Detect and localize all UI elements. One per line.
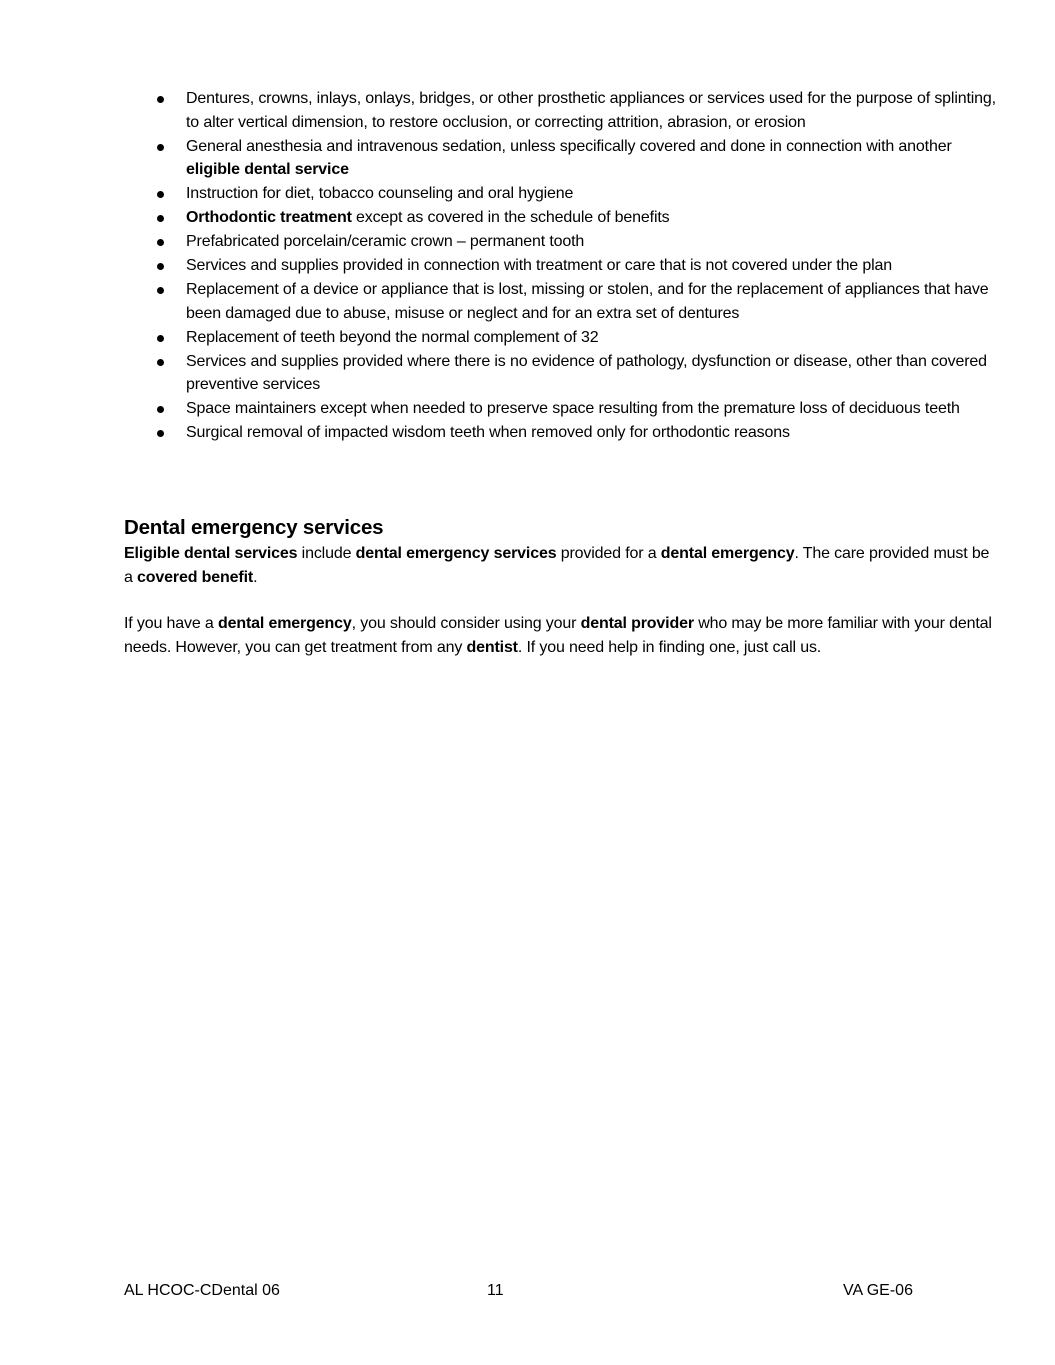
list-item xyxy=(124,254,999,278)
body-text: who may be more familiar with your dental needs. However, you can get treatment from any xyxy=(124,615,992,656)
emergency-paragraph-1 xyxy=(124,542,999,589)
list-item xyxy=(124,230,999,254)
body-text: Replacement of a device or appliance that is lost, missing or stolen, and for the replacement of appliances that have been damaged due to abuse, misuse or neglect and for an extra set of dentures xyxy=(186,281,989,322)
bullet-icon xyxy=(157,406,164,413)
list-item xyxy=(124,397,999,421)
bold-term: covered benefit xyxy=(137,568,254,586)
body-text: Dentures, crowns, inlays, onlays, bridges, or other prosthetic appliances or services used for the purpose of splinting, to alter vertical dimension, to restore occlusion, or correcting attrition, abrasion, or erosion xyxy=(186,90,996,131)
bold-term: dental provider xyxy=(580,615,694,632)
bullet-icon xyxy=(157,144,164,151)
bullet-icon xyxy=(157,191,164,198)
body-text: Replacement of teeth beyond the normal complement of 32 xyxy=(186,328,599,346)
body-text: Prefabricated porcelain/ceramic crown – permanent tooth xyxy=(186,233,585,250)
bullet-icon xyxy=(157,239,164,246)
footer-page-number: 11 xyxy=(487,1282,504,1299)
bold-term: Orthodontic treatment xyxy=(186,209,352,226)
bold-term: eligible dental service xyxy=(186,161,349,178)
list-item xyxy=(124,135,999,182)
bullet-icon xyxy=(157,287,164,294)
list-item xyxy=(124,206,999,230)
list-item xyxy=(124,278,999,325)
bold-term: Eligible dental services xyxy=(124,545,298,562)
bullet-icon xyxy=(157,263,164,270)
section-heading: Dental emergency services xyxy=(124,516,384,539)
body-text: Services and supplies provided where there is no evidence of pathology, dysfunction or disease, other than covered preventive services xyxy=(186,352,987,393)
body-text: Surgical removal of impacted wisdom teeth when removed only for orthodontic reasons xyxy=(186,424,790,441)
bullet-icon xyxy=(157,430,164,437)
footer-form-id: AL HCOC-CDental 06 xyxy=(124,1282,280,1299)
emergency-paragraph-2 xyxy=(124,612,999,659)
body-text: Services and supplies provided in connection with treatment or care that is not covered under the plan xyxy=(186,257,893,274)
body-text: include xyxy=(297,545,356,562)
body-text: provided for a xyxy=(556,545,661,562)
body-text: If you have a xyxy=(124,615,218,632)
body-text: , you should consider using your xyxy=(351,615,581,632)
bold-term: dentist xyxy=(466,638,518,656)
bullet-icon xyxy=(157,359,164,366)
bold-term: dental emergency xyxy=(660,545,795,562)
bullet-icon xyxy=(157,335,164,342)
bold-term: dental emergency services xyxy=(355,545,557,562)
list-item xyxy=(124,326,999,350)
body-text: . If you need help in finding one, just call us. xyxy=(517,638,822,656)
body-text: . The care provided must be a xyxy=(124,545,990,586)
bullet-icon xyxy=(157,96,164,103)
bold-term: dental emergency xyxy=(217,615,352,632)
bullet-icon xyxy=(157,215,164,222)
list-item xyxy=(124,87,999,134)
exclusions-list xyxy=(124,87,999,445)
list-item xyxy=(124,182,999,206)
footer-version-id: VA GE-06 xyxy=(843,1282,913,1299)
list-item xyxy=(124,421,999,445)
body-text: except as covered in the schedule of benefits xyxy=(351,209,670,226)
body-text: . xyxy=(253,568,258,586)
body-text: General anesthesia and intravenous sedation, unless specifically covered and done in connection with another xyxy=(186,137,952,155)
list-item xyxy=(124,350,999,397)
body-text: Instruction for diet, tobacco counseling and oral hygiene xyxy=(186,185,574,202)
body-text: Space maintainers except when needed to preserve space resulting from the premature loss of deciduous teeth xyxy=(186,400,960,417)
